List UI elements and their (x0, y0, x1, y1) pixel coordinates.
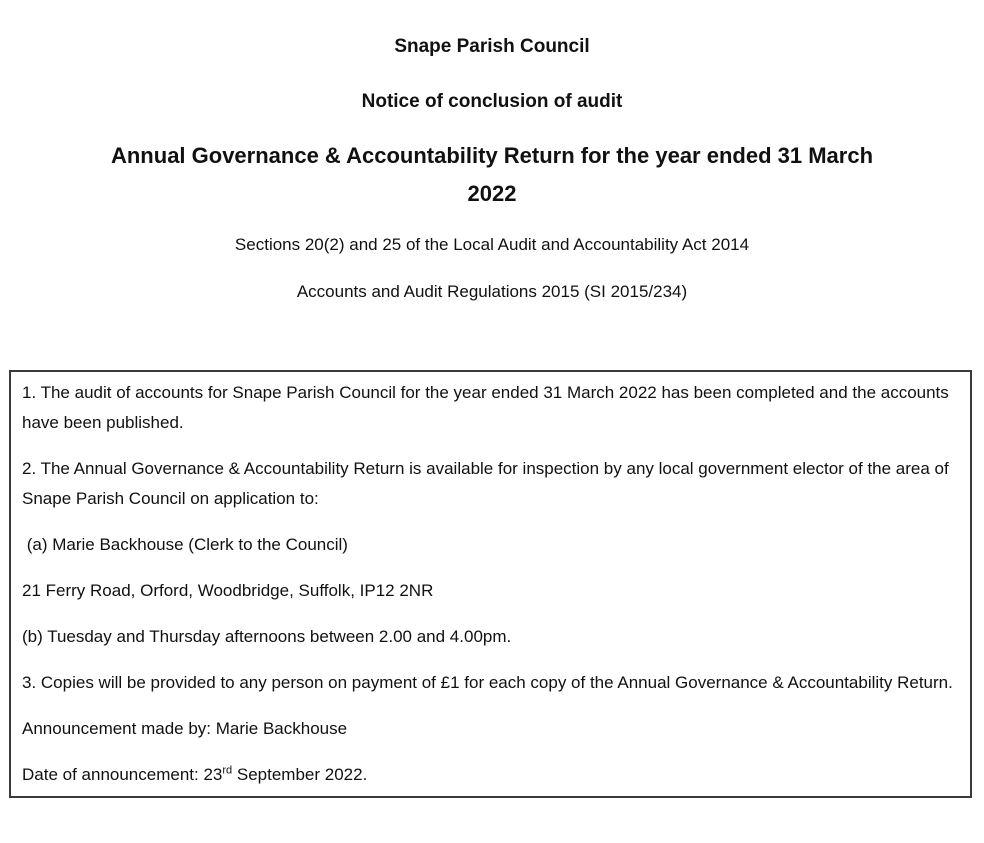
council-name-title: Snape Parish Council (394, 36, 590, 57)
paragraph-announcement-date (22, 760, 959, 790)
statute-reference-line2: Accounts and Audit Regulations 2015 (SI 2015/234) (296, 282, 688, 301)
announcement-date-ordinal-suffix: rd (222, 764, 233, 777)
notice-box (9, 370, 972, 798)
paragraph-address: 21 Ferry Road, Orford, Woodbridge, Suffolk, IP12 2NR (22, 581, 434, 600)
notice-title: Notice of conclusion of audit (361, 91, 623, 112)
paragraph-copies-fee: 3. Copies will be provided to any person on payment of £1 for each copy of the Annual Governance & Accountability Return. (22, 673, 953, 692)
paragraph-inspection-times: (b) Tuesday and Thursday afternoons between 2.00 and 4.00pm. (22, 627, 512, 646)
statute-reference-line1: Sections 20(2) and 25 of the Local Audit and Accountability Act 2014 (234, 235, 750, 254)
paragraph-announcement-by: Announcement made by: Marie Backhouse (22, 719, 348, 738)
paragraph-inspection-availability: 2. The Annual Governance & Accountability Return is available for inspection by any local government elector of the area of Snape Parish Council on application to: (22, 459, 954, 508)
paragraph-clerk-contact: (a) Marie Backhouse (Clerk to the Council) (22, 535, 348, 554)
agar-heading-line2: 2022 (467, 181, 517, 206)
announcement-date-suffix: September 2022. (232, 765, 368, 784)
paragraph-audit-completed: 1. The audit of accounts for Snape Parish Council for the year ended 31 March 2022 has been completed and the accounts have been published. (22, 383, 954, 432)
agar-heading-line1: Annual Governance & Accountability Return for the year ended 31 March (110, 143, 874, 168)
announcement-date-prefix: Date of announcement: 23 (22, 765, 223, 784)
audit-notice-document (0, 34, 984, 843)
agar-heading (0, 137, 984, 213)
